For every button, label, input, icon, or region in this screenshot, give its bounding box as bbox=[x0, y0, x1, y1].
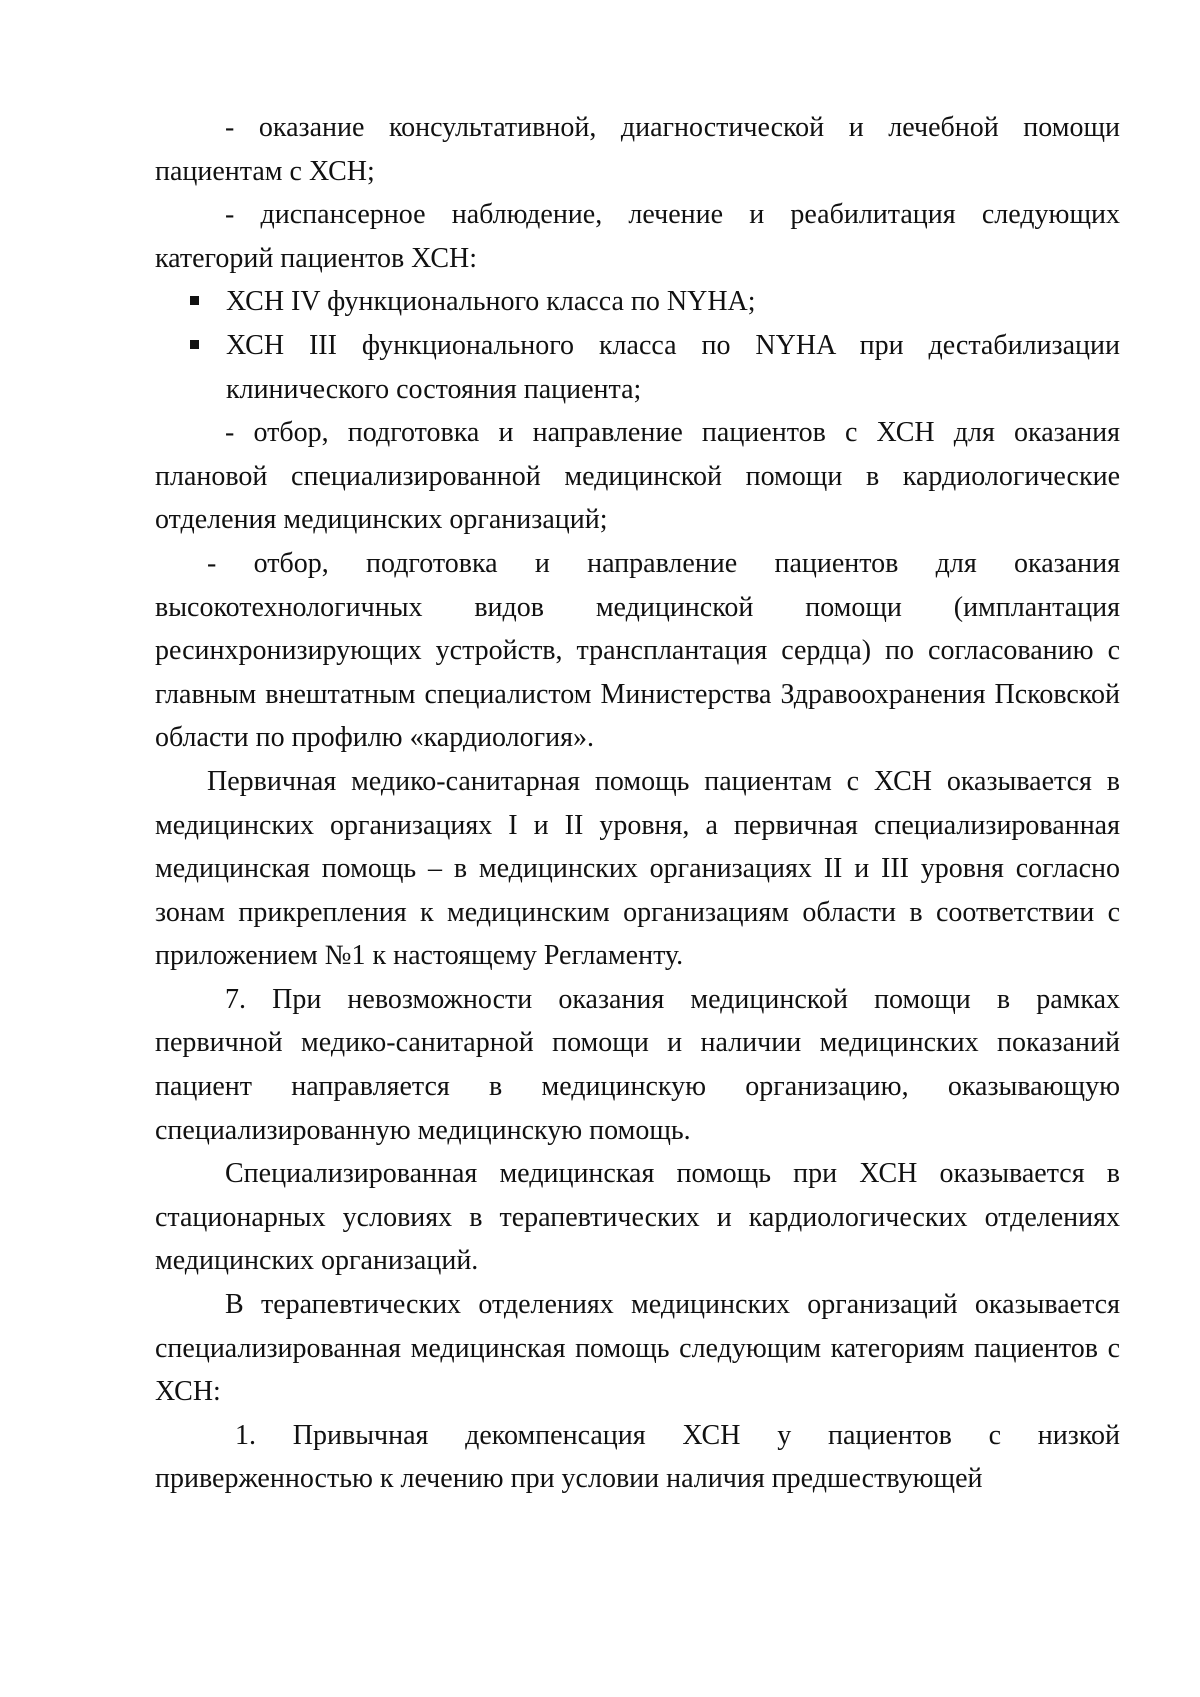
paragraph-primary-care: Первичная медико-санитарная помощь пациентам с ХСН оказывается в медицинских организациях I и II уровня, а первичная специализированная медицинская помощь – в медицинских организациях II и III уровня согласно зонам прикрепления к медицинским организациям области в соответствии с приложением №1 к настоящему Регламенту. bbox=[155, 765, 1120, 972]
bullet-item-class-3 bbox=[155, 324, 1120, 411]
paragraph-specialized-care: Специализированная медицинская помощь при ХСН оказывается в стационарных условиях в терапевтических и кардиологических отделениях медицинских организаций. bbox=[155, 1158, 1120, 1277]
square-bullet-icon bbox=[190, 340, 199, 349]
document-page bbox=[155, 106, 1120, 1501]
bullet-text: ХСН III функционального класса по NYHA при дестабилизации клинического состояния пациента; bbox=[226, 329, 1120, 405]
paragraph-consultative-help: - оказание консультативной, диагностической и лечебной помощи пациентам с ХСН; bbox=[155, 112, 1120, 187]
paragraph-selection-hightech: - отбор, подготовка и направление пациентов для оказания высокотехнологичных видов медицинской помощи (имплантация ресинхронизирующих устройств, трансплантация сердца) по согласованию с главным внештатным специалистом Министерства Здравоохранения Псковской области по профилю «кардиология». bbox=[155, 547, 1120, 754]
square-bullet-icon bbox=[190, 296, 199, 305]
bullet-text: ХСН IV функционального класса по NYHA; bbox=[226, 286, 756, 318]
paragraph-item-7: 7. При невозможности оказания медицинской помощи в рамках первичной медико-санитарной помощи и наличии медицинских показаний пациент направляется в медицинскую организацию, оказывающую специализированную медицинскую помощь. bbox=[155, 983, 1120, 1146]
bullet-list-nyha-classes bbox=[155, 280, 1120, 411]
paragraph-numbered-1: 1. Привычная декомпенсация ХСН у пациентов с низкой приверженностью к лечению при условии наличия предшествующей bbox=[155, 1419, 1120, 1495]
bullet-item-class-4 bbox=[155, 280, 1120, 324]
paragraph-dispensary-observation: - диспансерное наблюдение, лечение и реабилитация следующих категорий пациентов ХСН: bbox=[155, 199, 1120, 274]
paragraph-therapeutic-departments: В терапевтических отделениях медицинских организаций оказывается специализированная медицинская помощь следующим категориям пациентов с ХСН: bbox=[155, 1289, 1120, 1408]
paragraph-selection-planned: - отбор, подготовка и направление пациентов с ХСН для оказания плановой специализированной медицинской помощи в кардиологические отделения медицинских организаций; bbox=[155, 417, 1120, 536]
